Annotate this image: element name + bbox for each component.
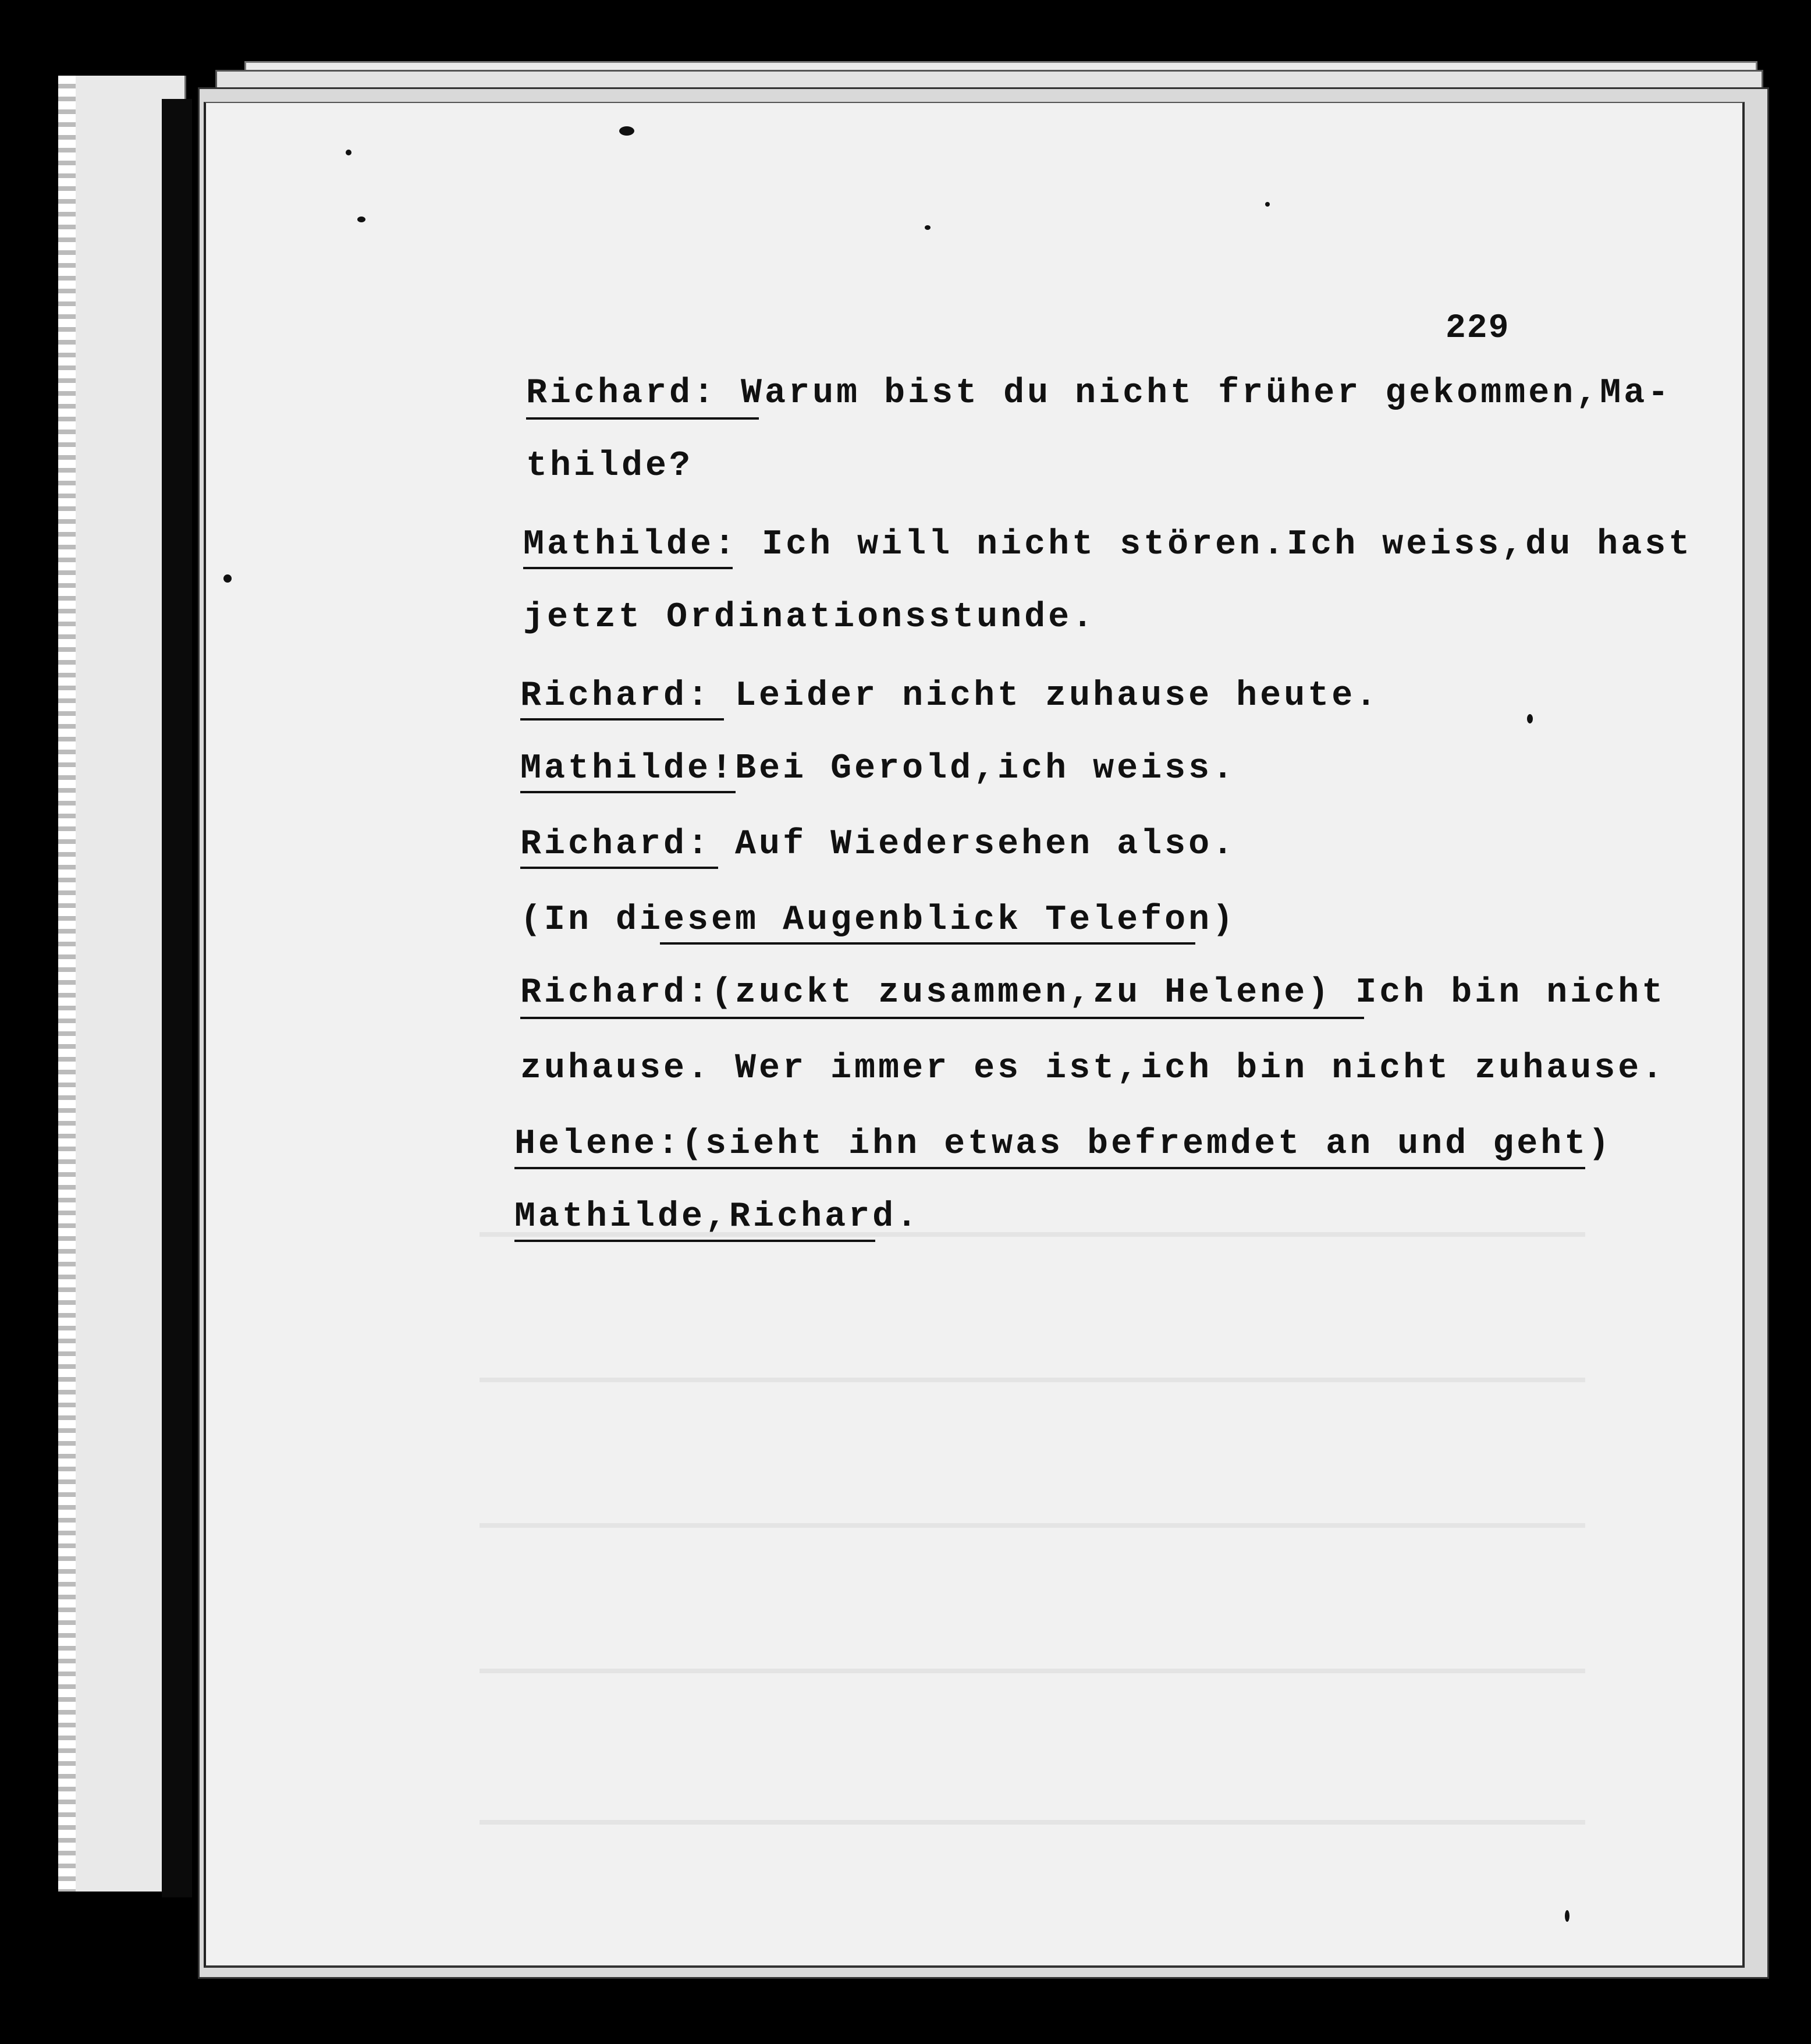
script-line [523,598,1096,637]
script-line [514,1124,1612,1164]
speaker-label: Richard: [520,676,712,716]
speaker-label: Richard: [520,825,712,864]
direction-underline [514,1167,1585,1169]
typescript-page [204,102,1745,1968]
line-text: . [896,1197,921,1237]
speaker-underline [526,417,759,420]
line-text: Leider nicht zuhause heute. [711,676,1380,716]
speaker-underline [520,867,718,869]
script-line [514,1197,920,1237]
speaker-label: Mathilde: [523,525,738,565]
script-line [520,1049,1666,1088]
speaker-underline [514,1240,875,1242]
script-line [520,973,1666,1013]
script-line [526,374,1671,413]
line-text: (sieht ihn etwas befremdet an und geht) [681,1124,1613,1164]
speaker-label: Mathilde,Richard [514,1197,897,1237]
line-text: Auf Wiedersehen also. [711,825,1237,864]
line-text: Ich will nicht stören.Ich weiss,du hast [738,525,1693,565]
speaker-label: Mathilde! [520,749,736,789]
speaker-label: Helene: [514,1124,682,1164]
speaker-underline [520,718,724,721]
line-text: zuhause. Wer immer es ist,ich bin nicht zuhause. [520,1049,1666,1088]
binding-shadow [162,99,192,1897]
line-text: Bei Gerold,ich weiss. [735,749,1237,789]
speaker-underline [520,791,736,793]
script-line [520,825,1236,864]
speaker-label: Richard: [526,374,718,413]
line-text: jetzt Ordinationsstunde. [523,598,1096,637]
script-line [520,749,1236,789]
line-text: thilde? [526,446,694,486]
speaker-label: Richard: [520,973,712,1013]
line-text: (In diesem Augenblick Telefon) [520,900,1237,940]
script-line [526,446,693,486]
script-line [523,525,1692,565]
line-text: (zuckt zusammen,zu Helene) Ich bin nicht [711,973,1666,1013]
script-line [520,900,1236,940]
line-text: Warum bist du nicht früher gekommen,Ma- [717,374,1672,413]
script-body [206,103,1742,1965]
script-line [520,676,1379,716]
direction-underline [520,1017,1364,1019]
direction-underline [660,942,1195,945]
speaker-underline [523,567,733,569]
page-number: 229 [1446,310,1510,347]
